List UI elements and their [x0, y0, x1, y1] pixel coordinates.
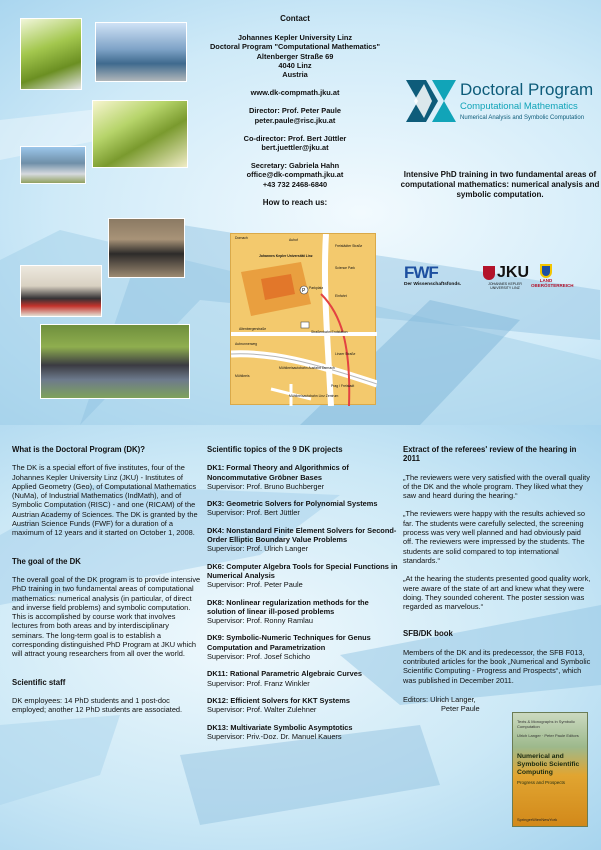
dk-logo-icon — [404, 78, 458, 124]
map-label: Johannes Kepler Universität Linz — [259, 254, 313, 258]
project-item: DK6: Computer Algebra Tools for Special Functions in Numerical Analysis Supervisor: Prof. Peter Paule — [207, 561, 398, 590]
column-middle — [207, 445, 399, 749]
jku-crest-icon — [483, 266, 495, 280]
map-label: Freistädter Straße — [335, 244, 363, 248]
map-label: Parkplatz — [309, 286, 324, 290]
project-item: DK9: Symbolic-Numeric Techniques for Genus Computation and Parametrization Supervisor: Prof. Josef Schicho — [207, 633, 371, 662]
book-heading: SFB/DK book — [403, 629, 453, 639]
goal-text: The overall goal of the DK program is to provide intensive PhD training in two fundamental areas of computational mathematics: numerical analysis (in particular, of direct and inverse field problems) and symbolic computation. This is accomplished by course work that involves lectures from both areas and by interdisciplinary seminars. The long-term goal is to establish a corresponding distinguished PhD Program at JKU which will attract young researchers from all over the world. — [12, 574, 201, 659]
intensive-statement: Intensive PhD training in two fundamental areas of computational mathematics: numerical analysis and symbolic computation. — [400, 170, 600, 199]
land-ooe-logo: LAND OBERÖSTERREICH — [531, 264, 561, 288]
director-email[interactable]: peter.paule@risc.jku.at — [254, 115, 336, 125]
staff-heading: Scientific staff — [12, 677, 66, 687]
map-label: Mühlkreis — [235, 374, 250, 378]
map-label: Mühlkreisautobahn Linz Zentrum — [289, 394, 339, 398]
map-label: Prag / Freistadt — [331, 384, 355, 388]
how-to-reach-heading: How to reach us: — [262, 197, 328, 207]
contact-block — [190, 14, 400, 207]
logo-title: Doctoral Program — [460, 80, 594, 99]
what-is-heading: What is the Doctoral Program (DK)? — [12, 445, 145, 454]
contact-address: Johannes Kepler University Linz Doctoral Program "Computational Mathematics" Altenberger Straße 69 4040 Linz Austria — [209, 33, 381, 80]
logo-tagline: Numerical Analysis and Symbolic Computation — [460, 115, 585, 121]
topics-heading: Scientific topics of the 9 DK projects — [207, 445, 343, 454]
what-is-text: The DK is a special effort of five institutes, four of the Johannes Kepler University Linz (JKU) - Institutes of Applied Geometry (Geo), of Computational Mathematics (NuMa), of Industrial Mathematics (IndMath), and of Symbolic Computation (RISC) - and one (RICAM) of the Austrian Academy of Sciences. The DK is granted by the Austrian Science Funds (FWF) for a duration of a maximum of 12 years and it started on October 1, 2008. — [12, 463, 198, 538]
group-photo-2 — [20, 265, 102, 317]
contact-heading: Contact — [280, 14, 310, 23]
map-drawing — [231, 234, 377, 406]
column-right — [403, 445, 593, 714]
logo-subtitle: Computational Mathematics — [460, 101, 578, 112]
map-label: Auhof — [289, 238, 298, 242]
book-editors: Editors: Ulrich Langer, Peter Paule — [403, 694, 480, 714]
map-label: Einfahrt — [335, 294, 347, 298]
director: Director: Prof. Peter Paule peter.paule@risc.jku.at — [190, 106, 400, 124]
project-item: DK4: Nonstandard Finite Element Solvers for Second-Order Elliptic Boundary Value Problems Supervisor: Prof. Ulrich Langer — [207, 525, 397, 554]
website-link[interactable]: www.dk-compmath.jku.at — [250, 88, 340, 98]
fwf-logo: FWF Der Wissenschaftsfonds. — [404, 263, 462, 287]
map-label: Mühlkreisautobahn Ausfahrt Dornach — [279, 366, 335, 370]
campus-map — [230, 233, 376, 405]
review-quote: „The reviewers were very satisfied with the overall quality of the DK and the whole program. They liked what they saw and heard during the hearing.“ — [403, 472, 590, 501]
building-photo-3 — [92, 100, 188, 168]
office-email[interactable]: office@dk-compmath.jku.at — [246, 170, 344, 180]
land-crest-icon — [540, 264, 552, 278]
building-photo-4 — [20, 146, 86, 184]
book-text: Members of the DK and its predecessor, the SFB F013, contributed articles for the book „Numerical and Symbolic Scientific Computing - Progress and Prospects“, which was published in December 2011. — [403, 647, 591, 685]
map-label: Straßenbahn Endstation — [311, 330, 348, 334]
book-cover: Texts & Monographs in Symbolic Computation Ulrich Langer · Peter Paule Editors Numerical and Symbolic Scientific Computing Progress and Prospects SpringerWienNewYork — [512, 712, 588, 827]
project-item: DK11: Rational Parametric Algebraic Curves Supervisor: Prof. Franz Winkler — [207, 669, 362, 688]
map-label: Science Park — [335, 266, 355, 270]
map-label: Altenbergerstraße — [239, 327, 267, 331]
jku-logo: JKU JOHANNES KEPLER UNIVERSITY LINZ — [483, 264, 527, 290]
map-label: Dornach — [235, 236, 248, 240]
project-item: DK12: Efficient Solvers for KKT Systems Supervisor: Prof. Walter Zulehner — [207, 695, 350, 715]
building-photo-2 — [95, 22, 187, 82]
goal-heading: The goal of the DK — [12, 556, 81, 566]
project-item: DK8: Nonlinear regularization methods for the solution of linear ill-posed problems Supervisor: Prof. Ronny Ramlau — [207, 597, 369, 626]
project-item: DK13: Multivariate Symbolic Asymptotics Supervisor: Priv.-Doz. Dr. Manuel Kauers — [207, 722, 353, 741]
phone-number: +43 732 2468-6840 — [262, 179, 328, 189]
review-quote: „The reviewers were happy with the results achieved so far. The students were carefully selected, the screening process was very well planned and had obviously paid off. The reviewers were impressed by the students. The students are solid compared to top international standards.“ — [403, 509, 585, 565]
svg-text:P: P — [302, 288, 306, 294]
building-photo-1 — [20, 18, 82, 90]
group-photo-1 — [108, 218, 185, 278]
project-item: DK1: Formal Theory and Algorithmics of Noncommutative Gröbner Bases Supervisor: Prof. Bruno Buchberger — [207, 463, 349, 491]
map-label: Aubrunnerweg — [235, 342, 258, 346]
group-photo-3 — [40, 324, 190, 399]
review-quote: „At the hearing the students presented good quality work, were aware of the state of art and knew what they were doing. They sounded coherent. The poster session was regarded as marvelous.“ — [403, 574, 591, 612]
codirector-email[interactable]: bert.juettler@jku.at — [261, 143, 329, 153]
map-label: Linzer Straße — [335, 352, 356, 356]
review-heading: Extract of the referees' review of the hearing in 2011 — [403, 445, 577, 464]
codirector: Co-director: Prof. Bert Jüttler bert.juettler@jku.at — [190, 134, 400, 152]
staff-text: DK employees: 14 PhD students and 1 post-doc employed; another 12 PhD students are associated. — [12, 695, 183, 715]
project-item: DK3: Geometric Solvers for Polynomial Systems Supervisor: Prof. Bert Jüttler — [207, 499, 378, 518]
secretary: Secretary: Gabriela Hahn office@dk-compmath.jku.at +43 732 2468-6840 — [190, 161, 400, 189]
column-left — [12, 445, 202, 715]
